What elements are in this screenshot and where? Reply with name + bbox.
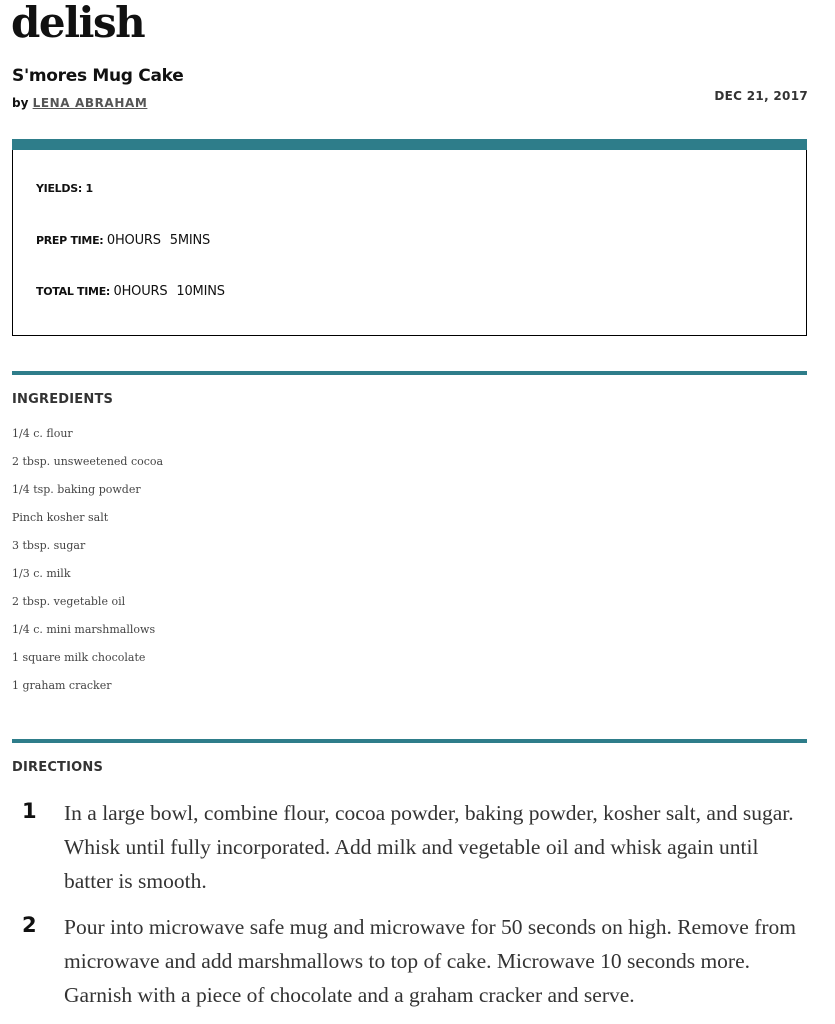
ingredients-divider — [12, 371, 807, 375]
prep-time-label: PREP TIME: — [36, 234, 104, 247]
ingredient-item: 1/4 c. flour — [12, 427, 73, 440]
ingredient-item: 1/4 c. mini marshmallows — [12, 623, 156, 636]
recipe-info-box — [12, 139, 807, 336]
prep-time-hours: 0HOURS — [106, 233, 161, 248]
ingredient-item: 1 square milk chocolate — [12, 651, 146, 664]
step-text: Pour into microwave safe mug and microwave for 50 seconds on high. Remove from microwave and add marshmallows to top of cake. Microwave 10 seconds more. Garnish with a piece of chocolate and a graham cracker and serve. — [64, 915, 797, 1007]
recipe-title: S'mores Mug Cake — [12, 66, 184, 86]
yields-row — [36, 182, 93, 195]
total-time-mins: 10MINS — [176, 284, 225, 299]
directions-divider — [12, 739, 807, 743]
ingredient-item: 1/3 c. milk — [12, 567, 71, 580]
publish-date: DEC 21, 2017 — [714, 89, 808, 103]
step-number: 2 — [22, 913, 37, 937]
yields-label: YIELDS: — [36, 182, 82, 195]
ingredient-item: 2 tbsp. vegetable oil — [12, 595, 126, 608]
total-time-label: TOTAL TIME: — [36, 285, 111, 298]
directions-heading: DIRECTIONS — [12, 760, 104, 775]
directions-list — [22, 796, 812, 1024]
ingredient-item: Pinch kosher salt — [12, 511, 109, 524]
info-box-accent-bar — [12, 139, 807, 150]
yields-value: 1 — [85, 182, 93, 195]
total-time-hours: 0HOURS — [113, 284, 168, 299]
step-number: 1 — [22, 799, 37, 823]
ingredient-item: 1 graham cracker — [12, 679, 112, 692]
ingredients-heading: INGREDIENTS — [12, 392, 114, 407]
byline — [12, 96, 147, 110]
ingredient-item: 1/4 tsp. baking powder — [12, 483, 141, 496]
author-link[interactable]: LENA ABRAHAM — [32, 96, 148, 110]
prep-time-row — [36, 233, 210, 248]
step-text: In a large bowl, combine flour, cocoa powder, baking powder, kosher salt, and sugar. Whisk until fully incorporated. Add milk and vegetable oil and whisk again until batter is smooth. — [64, 801, 794, 893]
prep-time-mins: 5MINS — [169, 233, 211, 248]
direction-step — [22, 796, 812, 898]
ingredient-item: 3 tbsp. sugar — [12, 539, 86, 552]
site-logo[interactable]: delish — [11, 0, 145, 47]
ingredient-item: 2 tbsp. unsweetened cocoa — [12, 455, 164, 468]
byline-prefix: by — [12, 96, 29, 110]
direction-step — [22, 910, 812, 1012]
total-time-row — [36, 284, 225, 299]
ingredients-list — [12, 426, 163, 706]
